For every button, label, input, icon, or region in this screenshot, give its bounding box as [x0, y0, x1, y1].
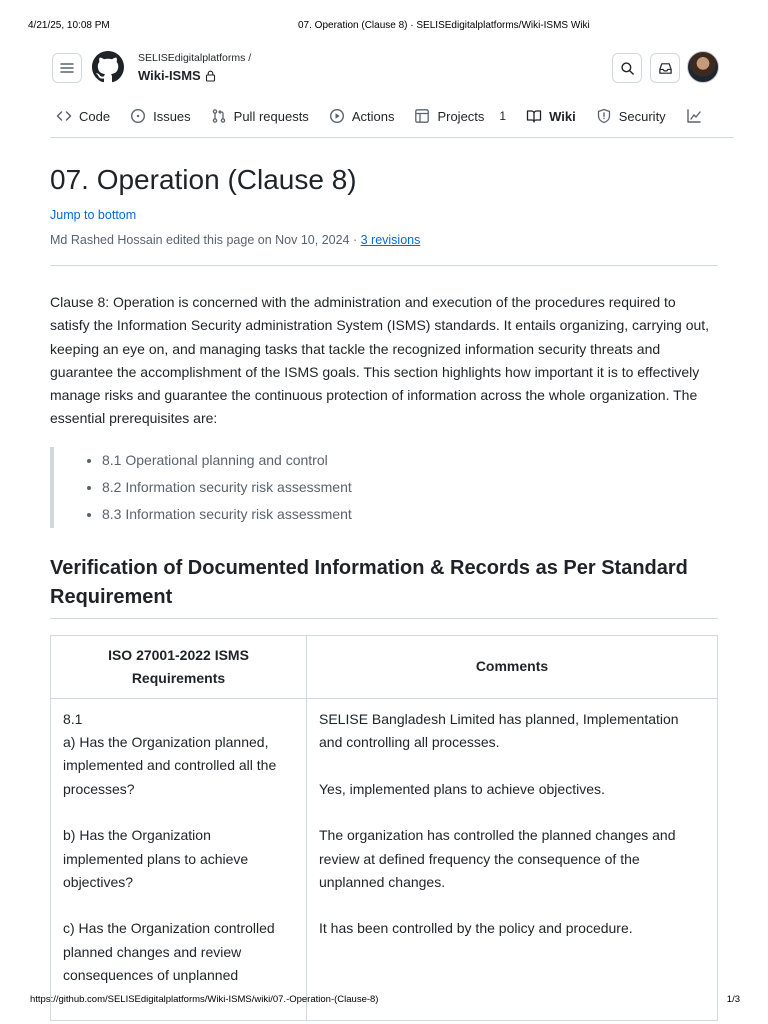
- tab-security-label: Security: [618, 108, 666, 124]
- lock-icon: [205, 70, 216, 82]
- tab-insights[interactable]: [686, 108, 702, 124]
- tab-wiki-label: Wiki: [549, 108, 576, 124]
- inbox-icon: [658, 61, 673, 76]
- comment-3: The organization has controlled the planned changes and review at defined frequency the consequence of the unplanned changes.: [319, 827, 676, 890]
- section-heading: Verification of Documented Information & Records as Per Standard Requirement: [50, 554, 718, 619]
- requirements-list: [82, 447, 718, 528]
- play-icon: [329, 108, 345, 124]
- book-icon: [526, 108, 542, 124]
- repo-name-link[interactable]: Wiki-ISMS: [138, 68, 201, 83]
- comment-1: SELISE Bangladesh Limited has planned, Implementation and controlling all processes.: [319, 710, 679, 751]
- tab-code[interactable]: [56, 108, 110, 124]
- tab-pull-requests[interactable]: [211, 108, 309, 124]
- list-item: • 8.3 Information security risk assessment: [102, 501, 718, 528]
- user-avatar[interactable]: [687, 51, 719, 83]
- search-icon: [620, 61, 635, 76]
- question-a: a) Has the Organization planned, implemented and controlled all the processes?: [63, 734, 277, 797]
- table-header-row: [51, 635, 718, 698]
- graph-icon: [686, 108, 702, 124]
- repo-tabs: [50, 100, 734, 132]
- print-page-number: 1/3: [726, 994, 740, 1005]
- clause-number: 8.1: [63, 710, 83, 727]
- tab-code-label: Code: [79, 108, 111, 124]
- hamburger-icon: [59, 60, 75, 76]
- list-item: • 8.1 Operational planning and control: [102, 447, 718, 474]
- print-url: https://github.com/SELISEdigitalplatforms/Wiki-ISMS/wiki/07.-Operation-(Clause-8): [30, 994, 379, 1005]
- github-logo-icon[interactable]: [92, 51, 124, 83]
- table-header-requirements: ISO 27001-2022 ISMS Requirements: [51, 635, 307, 698]
- question-c: c) Has the Organization controlled planned changes and review consequences of unplanned: [63, 920, 275, 984]
- search-button[interactable]: [612, 53, 642, 83]
- comment-2: Yes, implemented plans to achieve objectives.: [319, 780, 605, 797]
- print-timestamp: 4/21/25, 10:08 PM: [28, 20, 110, 31]
- pull-request-icon: [211, 108, 227, 124]
- tab-issues[interactable]: [130, 108, 191, 124]
- revisions-link[interactable]: 3 revisions: [360, 233, 421, 247]
- list-item: • 8.2 Information security risk assessment: [102, 474, 718, 501]
- code-icon: [56, 108, 72, 124]
- question-b: b) Has the Organization implemented plans to achieve objectives?: [63, 827, 249, 890]
- page-title: 07. Operation (Clause 8): [50, 164, 357, 195]
- requirements-cell: [51, 698, 307, 1020]
- table-icon: [414, 108, 430, 124]
- tab-security[interactable]: [596, 108, 666, 124]
- tab-actions-label: Actions: [351, 108, 395, 124]
- wiki-content: [50, 140, 718, 1021]
- table-row: [51, 698, 718, 1020]
- table-header-comments: Comments: [307, 635, 718, 698]
- menu-button[interactable]: [52, 53, 82, 83]
- tab-wiki[interactable]: [526, 108, 576, 124]
- print-header: [0, 0, 768, 40]
- comment-4: It has been controlled by the policy and procedure.: [319, 920, 633, 937]
- tab-pull-requests-label: Pull requests: [233, 108, 309, 124]
- issue-icon: [130, 108, 146, 124]
- print-page-title: 07. Operation (Clause 8) · SELISEdigitalplatforms/Wiki-ISMS Wiki: [298, 20, 590, 31]
- comments-cell: [307, 698, 718, 1020]
- requirements-table: [50, 635, 718, 1021]
- edit-meta-text: Md Rashed Hossain edited this page on Nov 10, 2024 ·: [50, 233, 361, 247]
- repo-name: [138, 68, 216, 83]
- tab-issues-label: Issues: [153, 108, 191, 124]
- shield-icon: [596, 108, 612, 124]
- tab-projects-label: Projects: [437, 108, 485, 124]
- jump-to-bottom-link[interactable]: Jump to bottom: [50, 208, 137, 222]
- repo-header: [50, 42, 734, 138]
- intro-paragraph: Clause 8: Operation is concerned with the administration and execution of the procedures required to satisfy the Information Security administration System (ISMS) standards. It entails organizing, carrying out, keeping an eye on, and managing tasks that tackle the recognized information security threats and guarantee the accomplishment of the ISMS goals. This section highlights how important it is to effectively manage risks and guarantee the continuous protection of information across the whole organization. The essential prerequisites are:: [50, 294, 710, 427]
- projects-count-badge: 1: [499, 109, 507, 123]
- repo-owner-link[interactable]: SELISEdigitalplatforms /: [138, 52, 252, 64]
- tab-projects[interactable]: [414, 108, 506, 124]
- requirements-quote: [50, 447, 718, 528]
- edit-meta: [50, 233, 718, 266]
- tab-actions[interactable]: [329, 108, 395, 124]
- inbox-button[interactable]: [650, 53, 680, 83]
